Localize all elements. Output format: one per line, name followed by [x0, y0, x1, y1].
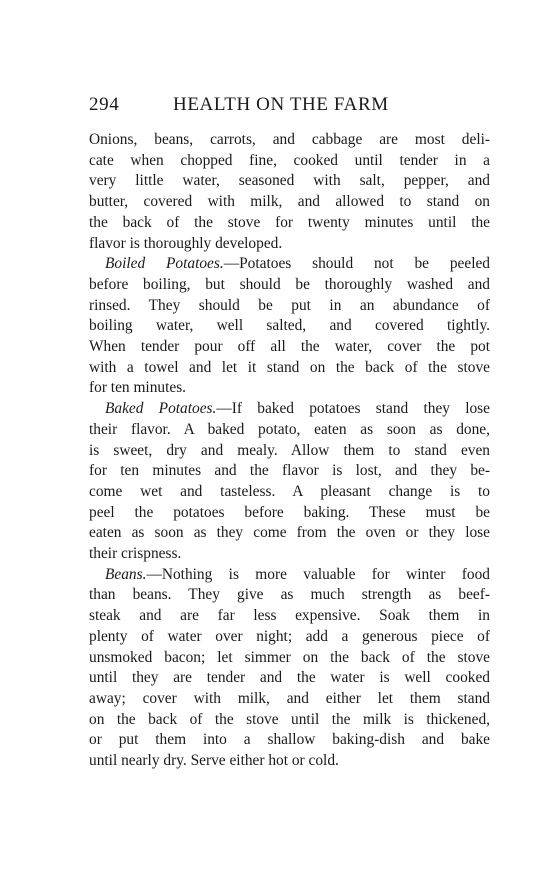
paragraph-baked-potatoes — [89, 399, 490, 565]
text-line: or put them into a shallow baking-dish and bake — [89, 731, 490, 749]
text-line: away; cover with milk, and either let them stand — [89, 689, 490, 707]
text-line: than beans. They give as much strength as beef- — [89, 586, 490, 604]
body-text — [89, 130, 490, 772]
text-line: flavor is thoroughly developed. — [89, 234, 283, 252]
text-line: come wet and tasteless. A pleasant change is to — [89, 482, 490, 500]
page-number: 294 — [89, 94, 120, 115]
text-line: boiling water, well salted, and covered tightly. — [89, 317, 490, 335]
text-line: for ten minutes and the flavor is lost, and they be- — [89, 462, 490, 480]
text-line: for ten minutes. — [89, 379, 187, 397]
run-in-heading: Boiled Potatoes. — [105, 255, 224, 273]
run-in-heading: Beans. — [105, 565, 147, 583]
running-head-title: HEALTH ON THE FARM — [173, 94, 389, 115]
text-line: before boiling, but should be thoroughly washed and — [89, 275, 490, 293]
paragraph-beans — [89, 565, 490, 772]
running-head — [89, 92, 489, 118]
text-fragment: —Potatoes should not be peeled — [223, 255, 490, 273]
text-line: with a towel and let it stand on the back of the stove — [89, 358, 490, 376]
text-line: their flavor. A baked potato, eaten as soon as done, — [89, 420, 490, 438]
text-line: butter, covered with milk, and allowed to stand on — [89, 193, 490, 211]
text-line: eaten as soon as they come from the oven or they lose — [89, 524, 490, 542]
text-fragment: —Nothing is more valuable for winter food — [146, 565, 490, 583]
text-line: on the back of the stove until the milk is thickened, — [89, 710, 490, 728]
text-line: plenty of water over night; add a generous piece of — [89, 627, 490, 645]
text-line: the back of the stove for twenty minutes until the — [89, 213, 490, 231]
paragraph-boiled-potatoes — [89, 254, 490, 399]
text-line: cate when chopped fine, cooked until tender in a — [89, 151, 490, 169]
text-line: unsmoked bacon; let simmer on the back of the stove — [89, 648, 490, 666]
text-line: rinsed. They should be put in an abundance of — [89, 296, 490, 314]
text-line: their crispness. — [89, 545, 182, 563]
text-line-first — [89, 565, 490, 586]
text-line: peel the potatoes before baking. These must be — [89, 503, 490, 521]
text-line: When tender pour off all the water, cover the pot — [89, 338, 490, 356]
run-in-heading: Baked Potatoes. — [105, 400, 217, 418]
text-line: until they are tender and the water is well cooked — [89, 669, 490, 687]
text-line-first — [89, 254, 490, 275]
text-line: very little water, seasoned with salt, pepper, and — [89, 172, 490, 190]
text-line: steak and are far less expensive. Soak them in — [89, 607, 490, 625]
text-line-first — [89, 399, 490, 420]
text-line: is sweet, dry and mealy. Allow them to stand even — [89, 441, 490, 459]
text-line: until nearly dry. Serve either hot or cold. — [89, 752, 339, 770]
text-fragment: —If baked potatoes stand they lose — [216, 400, 490, 418]
paragraph-vegetables — [89, 130, 490, 254]
text-line: Onions, beans, carrots, and cabbage are most deli- — [89, 131, 490, 148]
